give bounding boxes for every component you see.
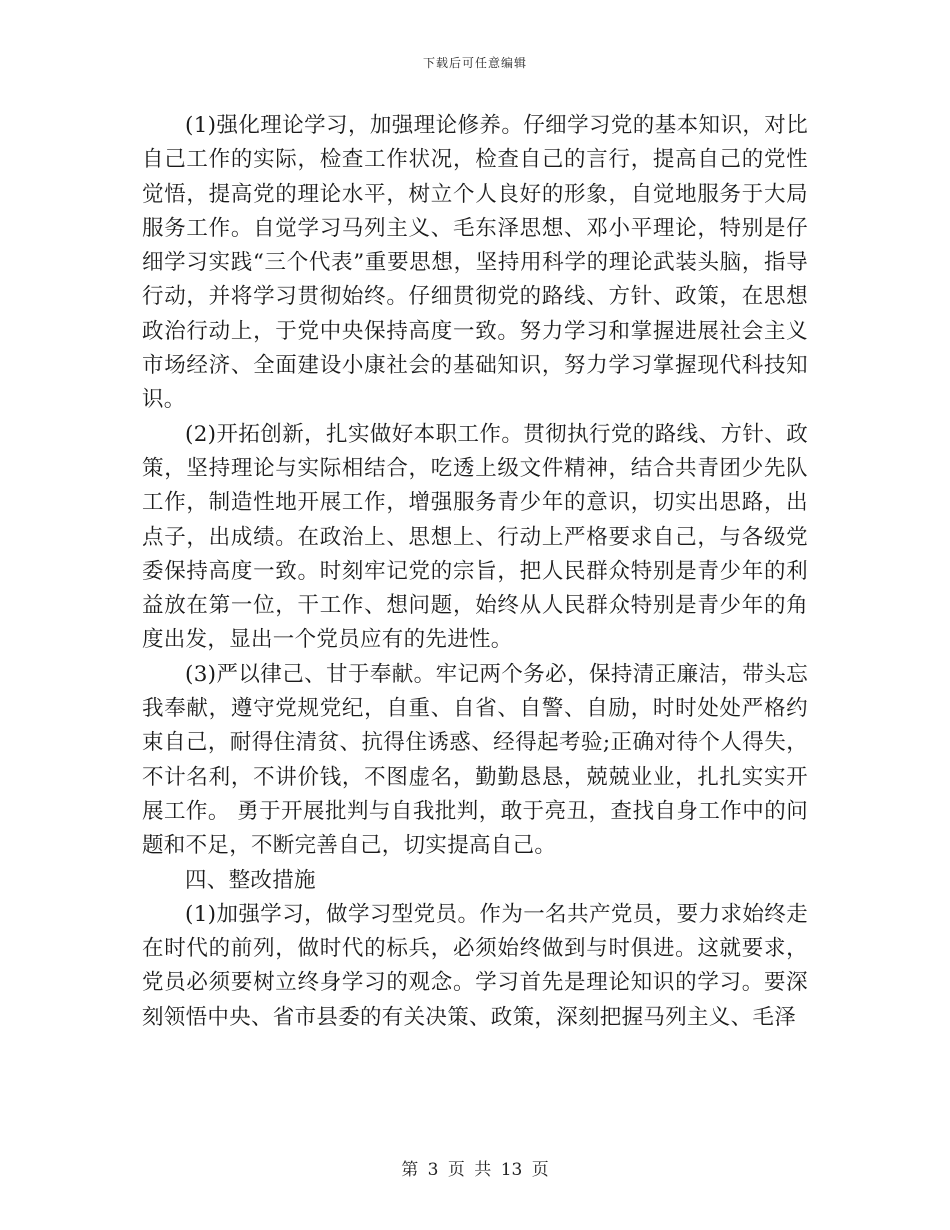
page-header-note: 下载后可任意编辑 <box>422 56 527 70</box>
paragraph-3: (3)严以律己、甘于奉献。牢记两个务必，保持清正廉洁，带头忘我奉献，遵守党规党纪，自重、自省、自警、自励，时时处处严格约束自己，耐得住清贫、抗得住诱惑、经得起考验;正确对待个人得失，不计名利，不讲价钱，不图虚名，勤勤恳恳，兢兢业业，扎扎实实开展工作。 勇于开展批判与自我批判，敢于亮丑，查找自身工作中的问题和不足，不断完善自己，切实提高自己。 <box>142 661 808 859</box>
section-heading: 四、整改措施 <box>185 867 316 893</box>
paragraph-2: (2)开拓创新，扎实做好本职工作。贯彻执行党的路线、方针、政策，坚持理论与实际相结合，吃透上级文件精神，结合共青团少先队工作，制造性地开展工作，增强服务青少年的意识，切实出思路，出点子，出成绩。在政治上、思想上、行动上严格要求自己，与各级党委保持高度一致。时刻牢记党的宗旨，把人民群众特别是青少年的利益放在第一位，干工作、想问题，始终从人民群众特别是青少年的角度出发，显出一个党员应有的先进性。 <box>142 421 808 653</box>
page-number-footer: 第 3 页 共 13 页 <box>401 1160 549 1180</box>
section-paragraph-1: (1)加强学习，做学习型党员。作为一名共产党员，要力求始终走在时代的前列，做时代的标兵，必须始终做到与时俱进。这就要求，党员必须要树立终身学习的观念。学习首先是理论知识的学习。要深刻领悟中央、省市县委的有关决策、政策，深刻把握马列主义、毛泽 <box>142 901 808 1030</box>
paragraph-1: (1)强化理论学习，加强理论修养。仔细学习党的基本知识，对比自己工作的实际，检查工作状况，检查自己的言行，提高自己的党性觉悟，提高党的理论水平，树立个人良好的形象，自觉地服务于大局服务工作。自觉学习马列主义、毛东泽思想、邓小平理论，特别是仔细学习实践“三个代表”重要思想，坚持用科学的理论武装头脑，指导行动，并将学习贯彻始终。仔细贯彻党的路线、方针、政策，在思想政治行动上，于党中央保持高度一致。努力学习和掌握进展社会主义市场经济、全面建设小康社会的基础知识，努力学习掌握现代科技知识。 <box>142 113 808 413</box>
document-body <box>142 109 808 1035</box>
